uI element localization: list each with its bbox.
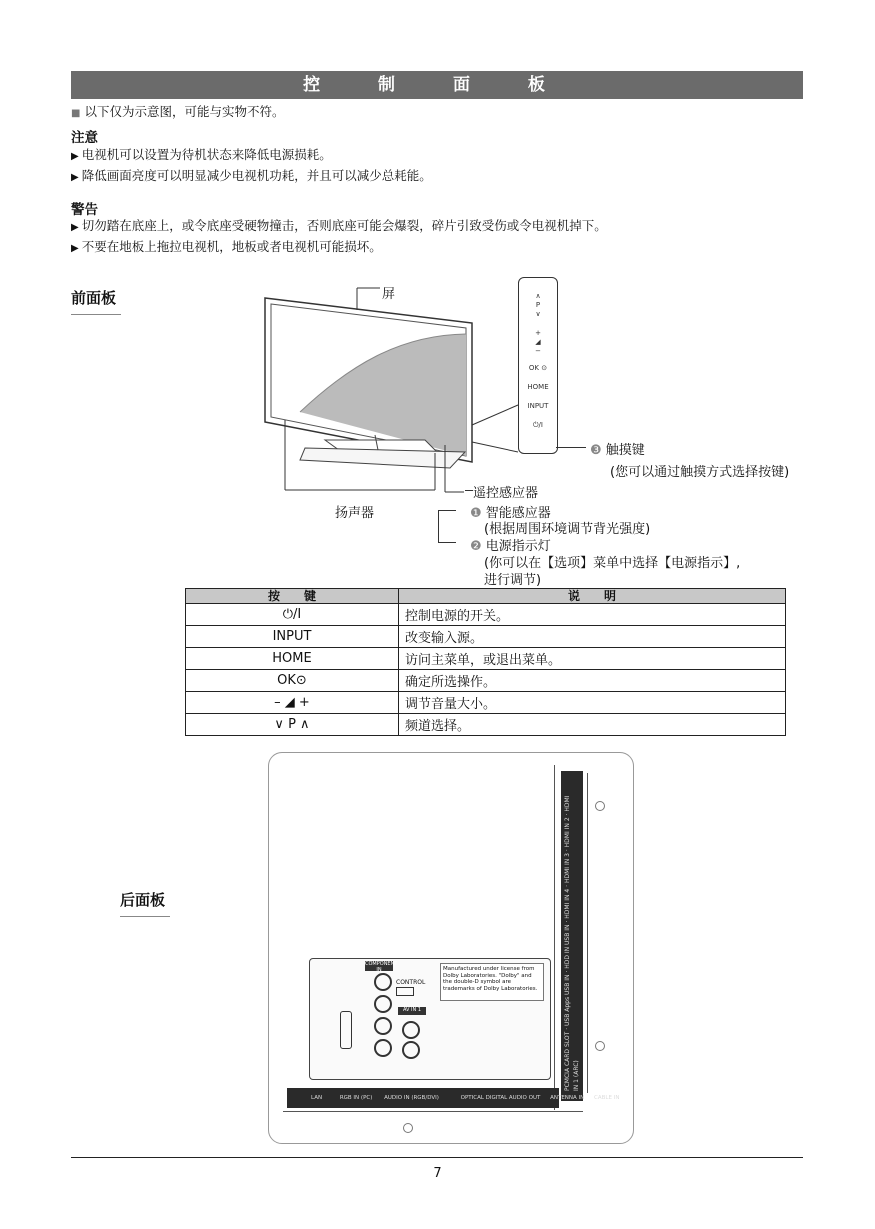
triangle-bullet-icon: ▶ — [71, 243, 79, 254]
volume-icon: ◢ — [535, 338, 541, 346]
key-cell: – ◢ + — [186, 692, 399, 714]
volume-down-icon[interactable]: − — [535, 347, 541, 355]
touch-key-panel — [518, 277, 558, 454]
key-cell: OK⊙ — [186, 670, 399, 692]
warning-heading: 警告 — [71, 202, 98, 218]
key-cell: ⏻/I — [186, 604, 399, 626]
av-label: AV IN 1 — [398, 1007, 426, 1015]
jack-icon[interactable] — [402, 1041, 420, 1059]
remote-sensor-label: 遥控感应器 — [473, 486, 539, 501]
screw-icon — [595, 1041, 605, 1051]
table-row — [186, 714, 786, 736]
touch-key-pointer — [556, 447, 586, 448]
desc-cell: 访问主菜单，或退出菜单。 — [399, 648, 786, 670]
connector-block — [309, 958, 551, 1080]
desc-cell: 控制电源的开关。 — [399, 604, 786, 626]
power-button[interactable]: ⏻/I — [533, 421, 543, 429]
table-row — [186, 670, 786, 692]
note-top: ■ 以下仅为示意图，可能与实物不符。 — [71, 104, 285, 119]
table-header-row — [186, 589, 786, 604]
input-button[interactable]: INPUT — [527, 402, 549, 410]
smart-sensor-note: (根据周围环境调节背光强度) — [484, 522, 651, 537]
home-button[interactable]: HOME — [527, 383, 549, 391]
triangle-bullet-icon: ▶ — [71, 151, 79, 162]
caution-heading: 注意 — [71, 130, 98, 146]
caution-item-2: ▶ 降低画面亮度可以明显减少电视机功耗，并且可以减少总耗能。 — [71, 168, 432, 183]
caution-item-1: ▶ 电视机可以设置为待机状态来降低电源损耗。 — [71, 147, 332, 162]
dolby-notice: Manufactured under license from Dolby Laboratories. "Dolby" and the double-D symbol are trademarks of Dolby Laboratories. — [440, 963, 544, 1001]
screen-label: 屏 — [382, 287, 396, 302]
volume-up-icon[interactable]: + — [535, 329, 541, 337]
table-row — [186, 692, 786, 714]
key-cell: HOME — [186, 648, 399, 670]
screw-icon — [403, 1123, 413, 1133]
ok-button[interactable]: OK ⊙ — [528, 364, 548, 372]
control-label: CONTROL — [396, 979, 426, 986]
desc-cell: 改变输入源。 — [399, 626, 786, 648]
table-row — [186, 604, 786, 626]
table-row — [186, 626, 786, 648]
table-header-key: 按 键 — [186, 589, 399, 604]
footer-divider — [71, 1157, 803, 1158]
rear-panel-heading: 后面板 — [120, 889, 170, 917]
table-header-desc: 说 明 — [399, 589, 786, 604]
triangle-bullet-icon: ▶ — [71, 172, 79, 183]
keys-table — [185, 588, 786, 736]
jack-icon[interactable] — [374, 995, 392, 1013]
speaker-label: 扬声器 — [335, 506, 375, 521]
touch-key-note: (您可以通过触摸方式选择按键) — [610, 465, 790, 480]
warning-item-2: ▶ 不要在地板上拖拉电视机，地板或者电视机可能损坏。 — [71, 239, 382, 254]
bottom-port-strip: LAN RGB IN (PC) AUDIO IN (RGB/DVI) OPTICAL DIGITAL AUDIO OUT ANTENNA IN CABLE IN — [287, 1088, 559, 1108]
front-panel-heading: 前面板 — [71, 287, 121, 315]
usb-port-icon[interactable] — [396, 987, 414, 996]
page-title: 控 制 面 板 — [71, 71, 803, 99]
rear-panel-illustration — [268, 752, 634, 1144]
jack-icon[interactable] — [374, 1039, 392, 1057]
triangle-bullet-icon: ▶ — [71, 222, 79, 233]
power-led-note-1: (你可以在【选项】菜单中选择【电源指示】, — [484, 556, 741, 571]
channel-down-icon[interactable]: ∨ — [535, 310, 541, 318]
component-label: COMPONENT IN — [365, 961, 398, 973]
touch-key-label: ❸ 触摸键 — [590, 443, 645, 458]
table-row — [186, 648, 786, 670]
desc-cell: 频道选择。 — [399, 714, 786, 736]
smart-sensor-label: ❶ 智能感应器 — [470, 506, 551, 521]
page-number: 7 — [433, 1166, 442, 1181]
screw-icon — [595, 801, 605, 811]
power-led-note-2: 进行调节) — [484, 573, 542, 588]
power-led-label: ❷ 电源指示灯 — [470, 539, 551, 554]
desc-cell: 确定所选操作。 — [399, 670, 786, 692]
side-port-strip: PCMCIA CARD SLOT · USB Apps USB IN · HDD IN USB IN · HDMI IN 4 · HDMI IN 3 · HDMI IN 2 · HDMI IN 1 (ARC) — [561, 771, 583, 1101]
rs232-port-icon[interactable] — [340, 1011, 352, 1049]
square-bullet-icon: ■ — [71, 108, 81, 119]
key-cell: INPUT — [186, 626, 399, 648]
desc-cell: 调节音量大小。 — [399, 692, 786, 714]
channel-p-label: P — [535, 301, 541, 309]
key-cell: ∨ P ∧ — [186, 714, 399, 736]
warning-item-1: ▶ 切勿踏在底座上，或令底座受硬物撞击，否则底座可能会爆裂，碎片引致受伤或令电视机掉下。 — [71, 218, 607, 233]
jack-icon[interactable] — [374, 973, 392, 991]
jack-icon[interactable] — [374, 1017, 392, 1035]
jack-icon[interactable] — [402, 1021, 420, 1039]
channel-up-icon[interactable]: ∧ — [535, 292, 541, 300]
